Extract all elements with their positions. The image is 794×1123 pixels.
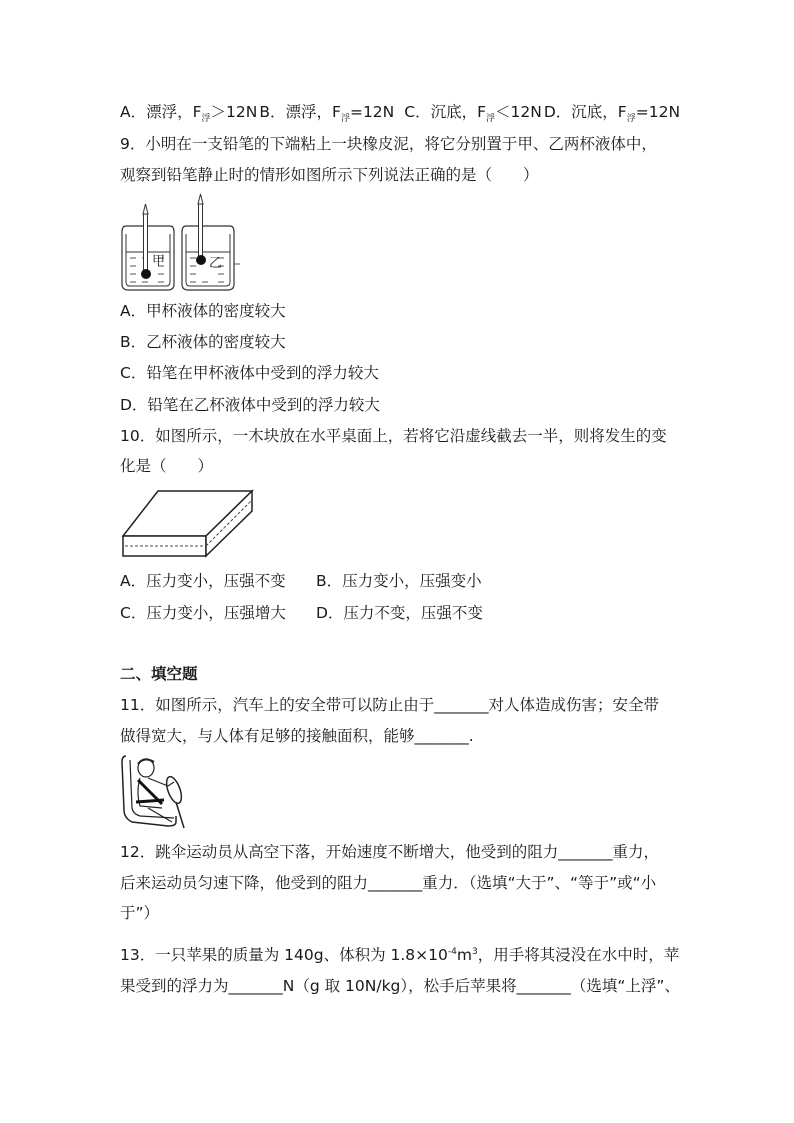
q9-option-c: C．铅笔在甲杯液体中受到的浮力较大 <box>120 364 379 382</box>
beaker-label-yi: 乙 <box>209 256 223 271</box>
beaker-jia <box>122 204 174 290</box>
q13-stem-line2: 果受到的浮力为_______N（g 取 10N/kg），松手后苹果将_______（选填“上浮”、 <box>120 977 680 995</box>
q10-options-row1 <box>120 571 482 591</box>
q10-option-c: C．压力变小，压强增大 <box>120 604 286 622</box>
q11-seatbelt-figure <box>118 752 190 832</box>
q8-option-c: C．沉底，$F_浮<12N$ <box>404 103 542 124</box>
q11-stem-line2: 做得宽大，与人体有足够的接触面积，能够_______. <box>120 727 474 745</box>
q9-option-a: A．甲杯液体的密度较大 <box>120 302 286 320</box>
q10-option-b: B．压力变小，压强变小 <box>316 572 482 590</box>
q12-stem-line3: 于”） <box>120 904 160 922</box>
q10-stem-line2: 化是（ ） <box>120 457 214 475</box>
q8-option-d: D．沉底，$F_浮=12N$ <box>543 103 681 124</box>
q10-wood-block-figure <box>118 486 258 562</box>
q9-stem-line2: 观察到铅笔静止时的情形如图所示下列说法正确的是（ ） <box>120 166 539 184</box>
q11-stem-line1: 11．如图所示，汽车上的安全带可以防止由于_______对人体造成伤害；安全带 <box>120 696 659 714</box>
q12-stem-line1: 12．跳伞运动员从高空下落，开始速度不断增大，他受到的阻力_______重力， <box>120 843 659 861</box>
q10-option-a: A．压力变小，压强不变 <box>120 572 286 590</box>
q10-option-d: D．压力不变，压强不变 <box>316 604 483 622</box>
q8-options-row <box>120 102 680 125</box>
q9-stem-line1: 9．小明在一支铅笔的下端粘上一块橡皮泥，将它分别置于甲、乙两杯液体中， <box>120 135 657 153</box>
q9-option-b: B．乙杯液体的密度较大 <box>120 333 286 351</box>
section-fill-in-title: 二、填空题 <box>120 665 198 683</box>
q9-option-d: D．铅笔在乙杯液体中受到的浮力较大 <box>120 396 380 414</box>
q10-options-row2 <box>120 603 483 623</box>
beaker-yi <box>182 194 240 290</box>
q8-option-b: B．漂浮，$F_浮=12N$ <box>259 103 395 124</box>
q8-option-a: A．漂浮，$F_浮>12N$ <box>120 103 258 124</box>
q10-stem-line1: 10．如图所示，一木块放在水平桌面上，若将它沿虚线截去一半，则将发生的变 <box>120 427 667 445</box>
q9-beakers-figure <box>118 192 248 294</box>
q13-stem-line1: 13．一只苹果的质量为 140g、体积为 $1.8\times 10^{-4}m^3$，用手将其浸没在水中时，苹 <box>120 946 680 965</box>
beaker-label-jia: 甲 <box>152 254 166 269</box>
q12-stem-line2: 后来运动员匀速下降，他受到的阻力_______重力．（选填“大于”、“等于”或“小 <box>120 874 657 892</box>
